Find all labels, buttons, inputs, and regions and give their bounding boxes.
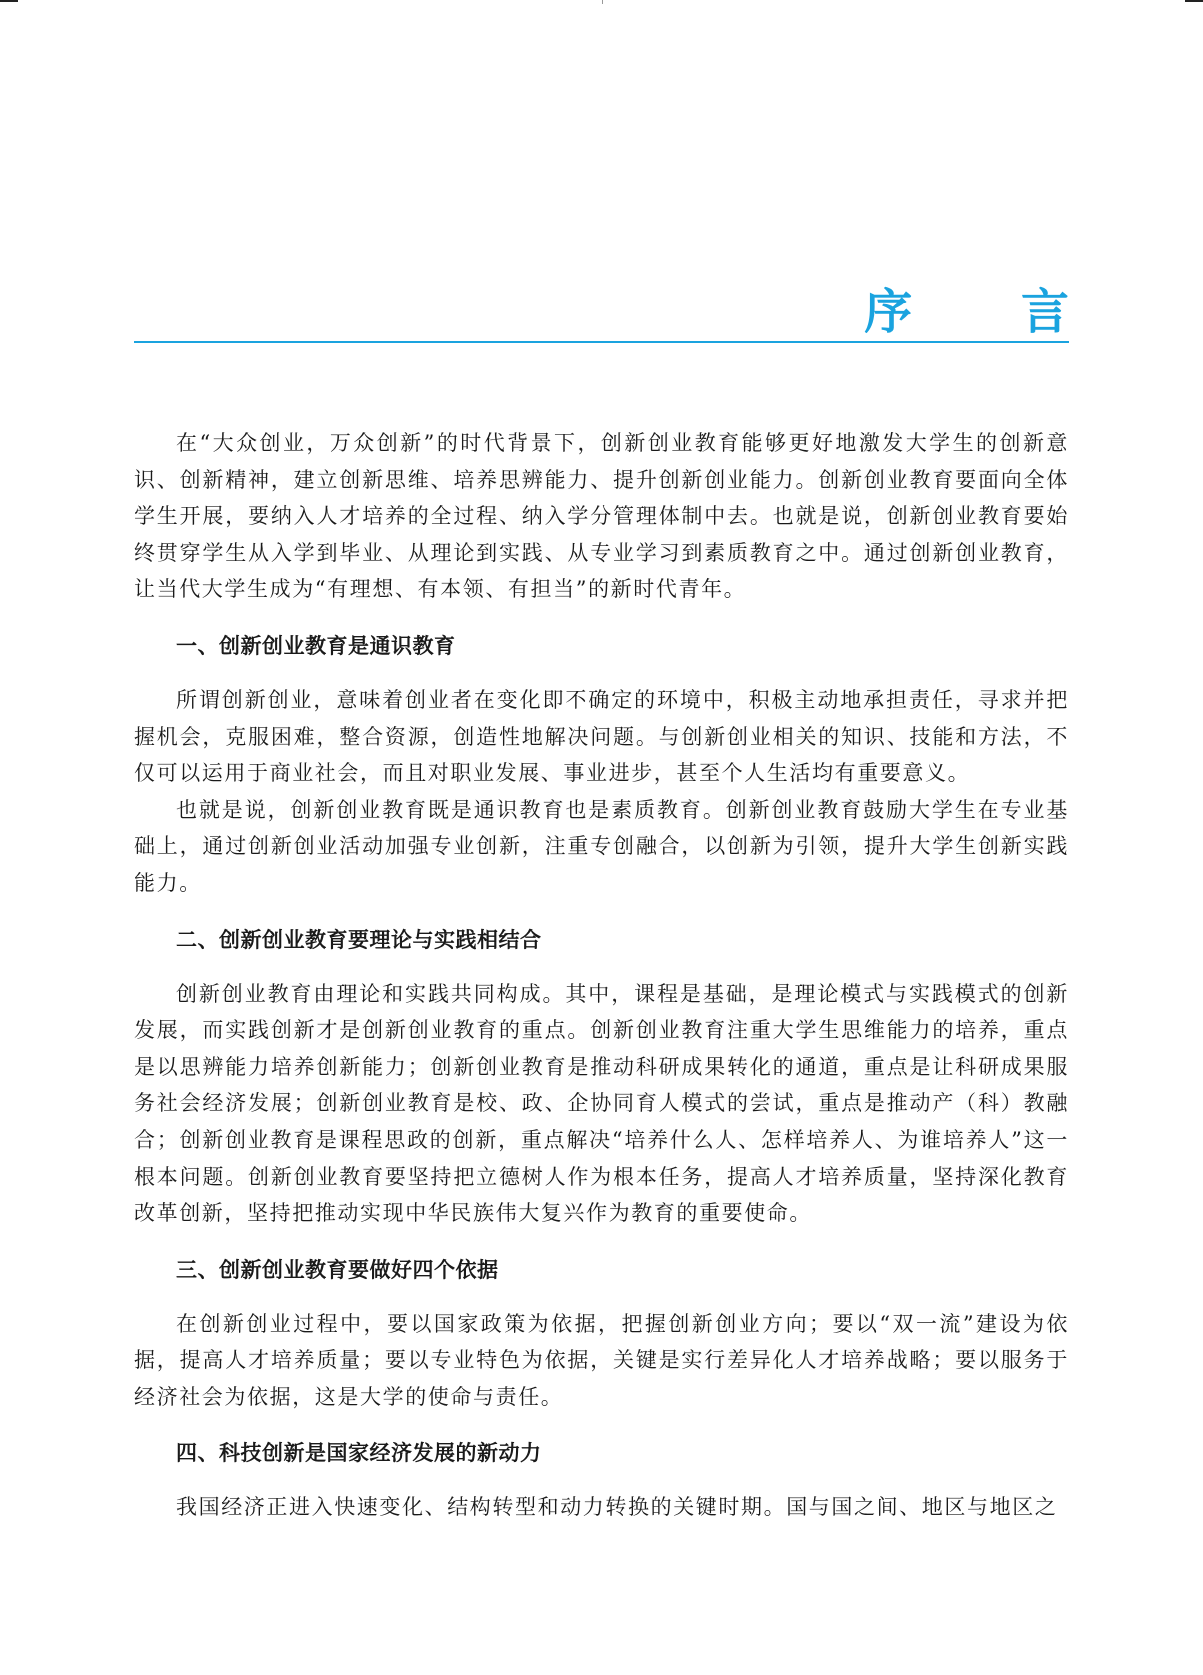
intro-paragraph: 在“大众创业，万众创新”的时代背景下，创新创业教育能够更好地激发大学生的创新意识、创新精神，建立创新思维、培养思辨能力、提升创新创业能力。创新创业教育要面向全体学生开展，要纳入人才培养的全过程、纳入学分管理体制中去。也就是说，创新创业教育要始终贯穿学生从入学到毕业、从理论到实践、从专业学习到素质教育之中。通过创新创业教育，让当代大学生成为“有理想、有本领、有担当”的新时代青年。	[134, 431, 1069, 602]
page-title: 序 言	[864, 284, 1115, 340]
section-heading-4: 四、科技创新是国家经济发展的新动力	[176, 1441, 542, 1466]
crop-mark-center	[602, 0, 603, 4]
section-heading-2: 二、创新创业教育要理论与实践相结合	[176, 927, 542, 952]
title-rule	[134, 341, 1069, 343]
page-body	[134, 425, 1069, 1526]
section-heading-1: 一、创新创业教育是通识教育	[176, 633, 456, 658]
crop-mark-left	[0, 0, 18, 2]
section-1-paragraph-1: 所谓创新创业，意味着创业者在变化即不确定的环境中，积极主动地承担责任，寻求并把握机会，克服困难，整合资源，创造性地解决问题。与创新创业相关的知识、技能和方法，不仅可以运用于商业社会，而且对职业发展、事业进步，甚至个人生活均有重要意义。	[134, 687, 1069, 786]
section-4-paragraph-1: 我国经济正进入快速变化、结构转型和动力转换的关键时期。国与国之间、地区与地区之	[176, 1495, 1058, 1520]
section-3-paragraph-1: 在创新创业过程中，要以国家政策为依据，把握创新创业方向；要以“双一流”建设为依据，提高人才培养质量；要以专业特色为依据，关键是实行差异化人才培养战略；要以服务于经济社会为依据，这是大学的使命与责任。	[134, 1311, 1069, 1409]
section-heading-3: 三、创新创业教育要做好四个依据	[176, 1257, 499, 1282]
section-1-paragraph-2: 也就是说，创新创业教育既是通识教育也是素质教育。创新创业教育鼓励大学生在专业基础上，通过创新创业活动加强专业创新，注重专创融合，以创新为引领，提升大学生创新实践能力。	[134, 797, 1069, 895]
crop-mark-right	[1185, 0, 1203, 2]
section-2-paragraph-1: 创新创业教育由理论和实践共同构成。其中，课程是基础，是理论模式与实践模式的创新发展，而实践创新才是创新创业教育的重点。创新创业教育注重大学生思维能力的培养，重点是以思辨能力培养创新能力；创新创业教育是推动科研成果转化的通道，重点是让科研成果服务社会经济发展；创新创业教育是校、政、企协同育人模式的尝试，重点是推动产（科）教融合；创新创业教育是课程思政的创新，重点解决“培养什么人、怎样培养人、为谁培养人”这一根本问题。创新创业教育要坚持把立德树人作为根本任务，提高人才培养质量，坚持深化教育改革创新，坚持把推动实现中华民族伟大复兴作为教育的重要使命。	[134, 981, 1069, 1226]
